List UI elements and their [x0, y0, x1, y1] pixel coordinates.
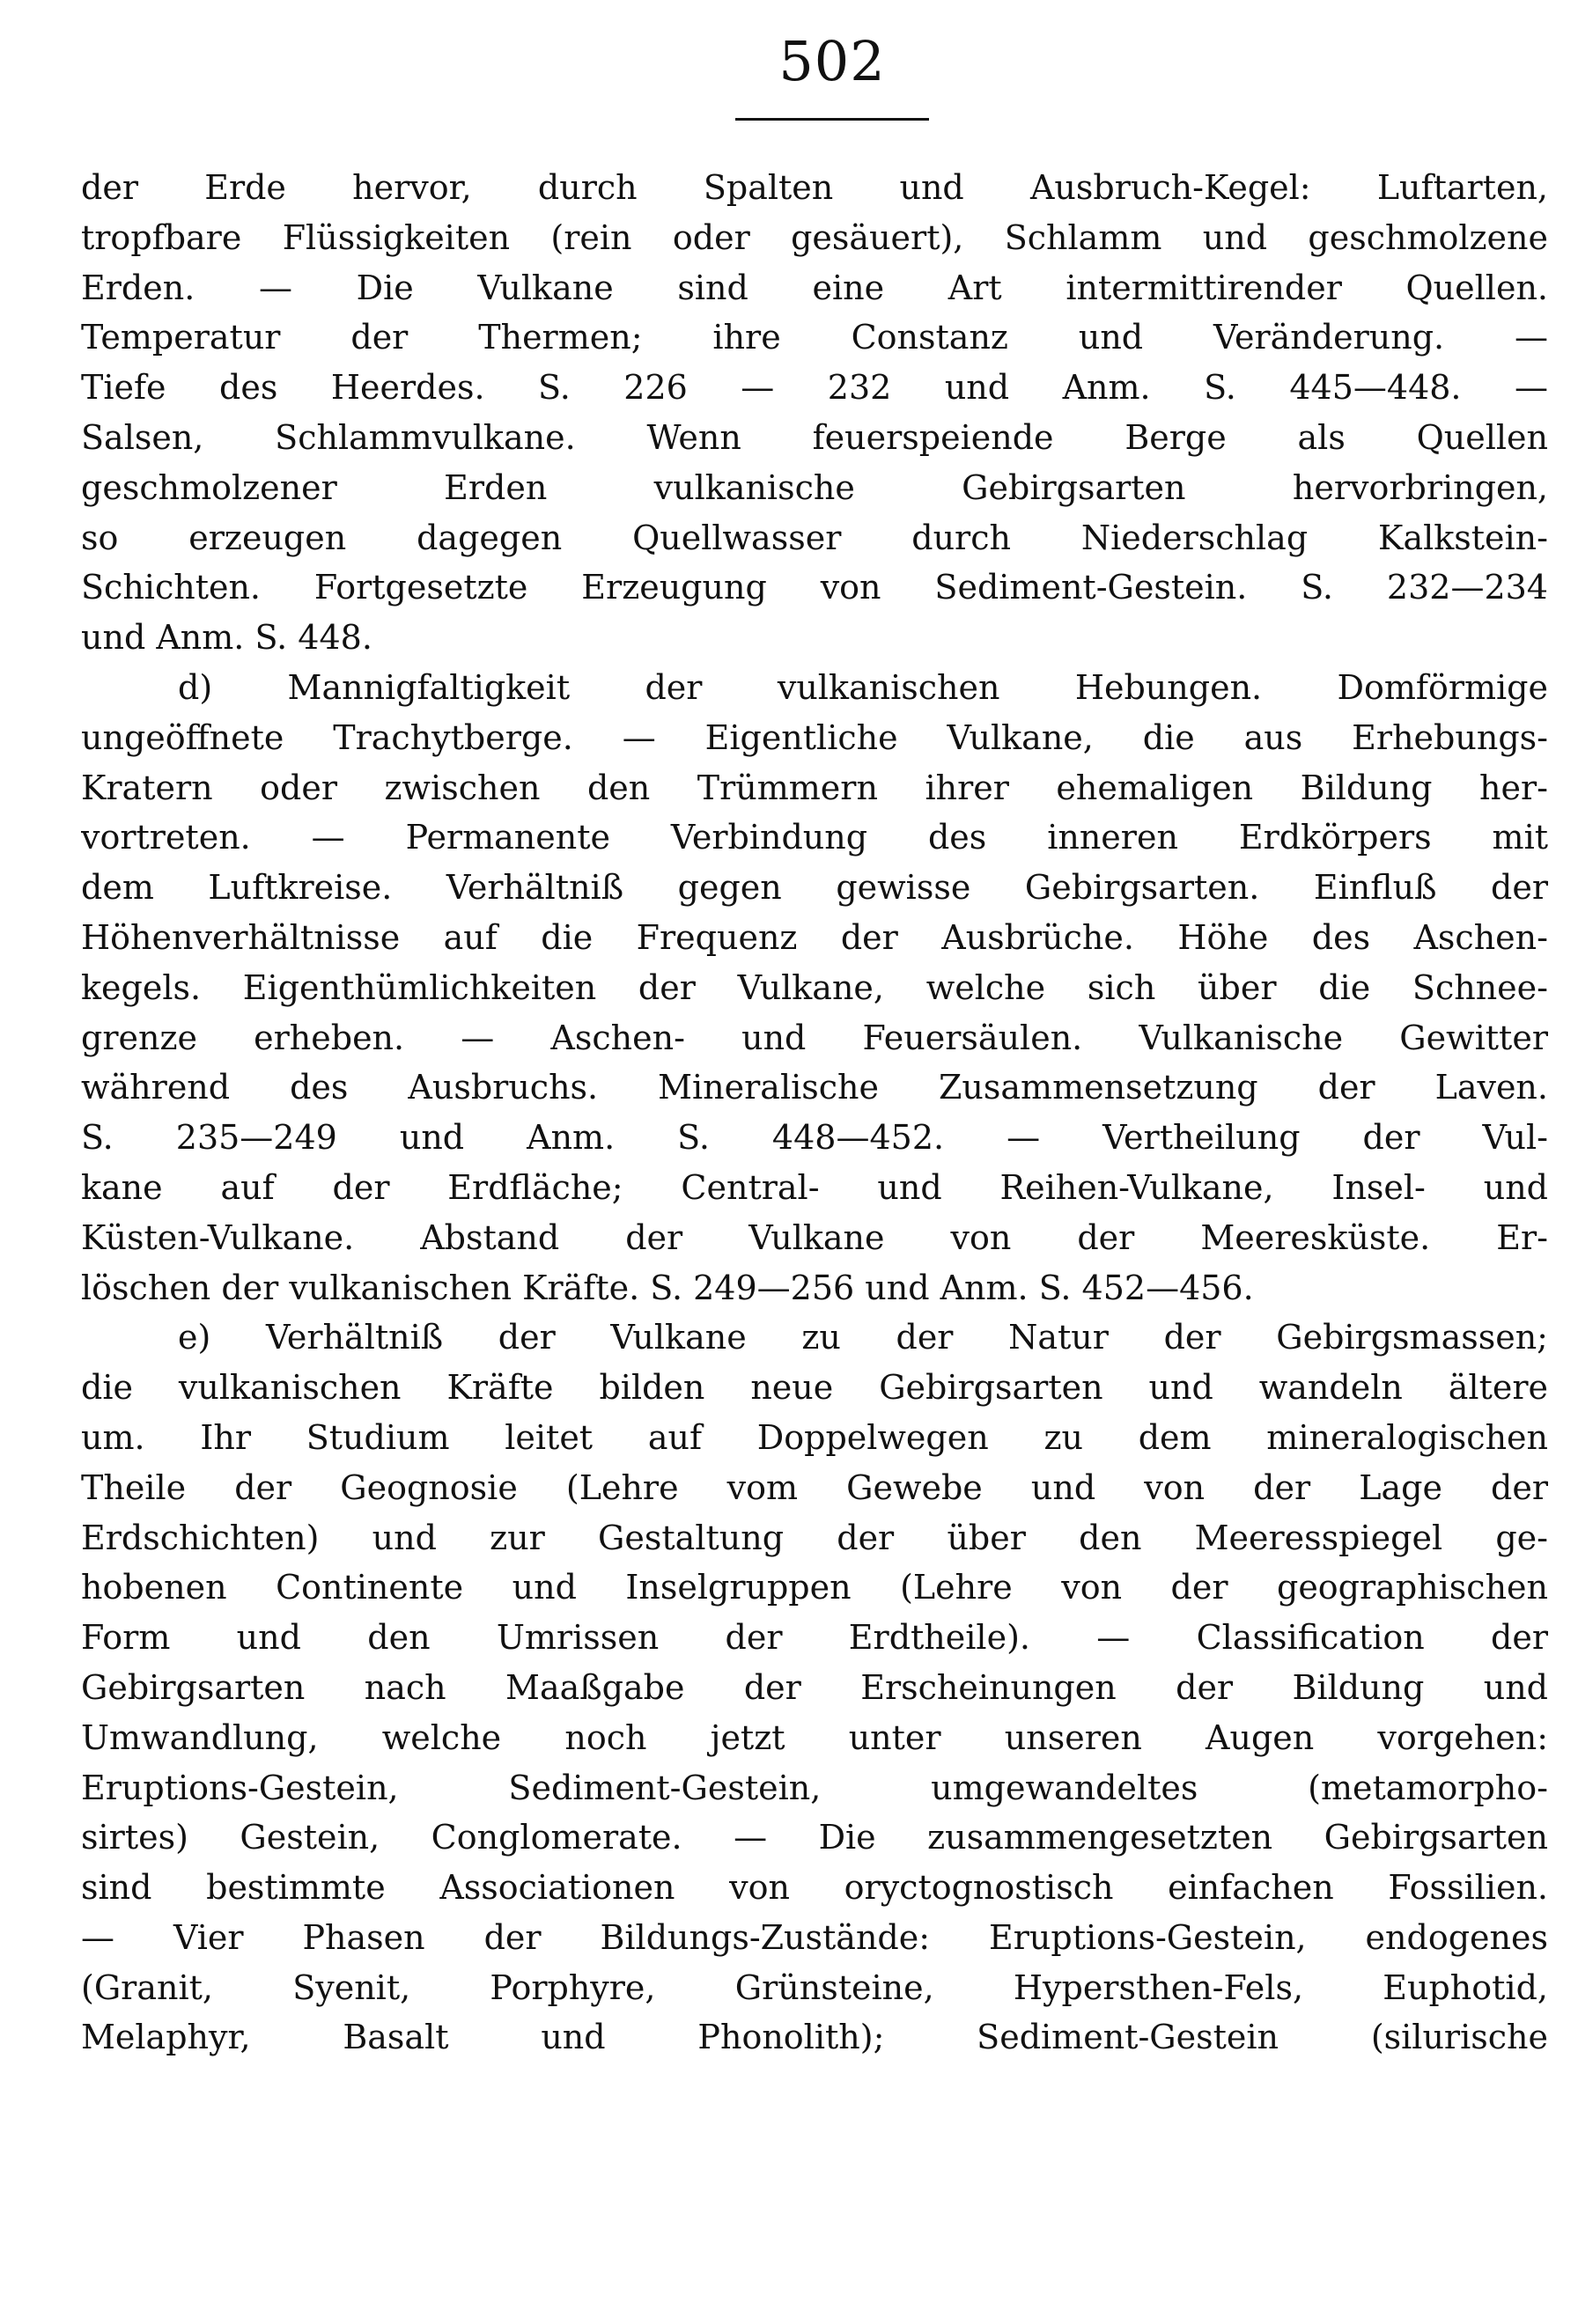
- text-line: Kratern oder zwischen den Trümmern ihrer ehemaligen Bildung her-: [81, 768, 1548, 807]
- text-line: Tiefe des Heerdes. S. 226 — 232 und Anm. S. 445—448. —: [81, 368, 1548, 408]
- text-line: d) Mannigfaltigkeit der vulkanischen Hebungen. Domförmige: [178, 667, 1548, 707]
- text-line: sirtes) Gestein, Conglomerate. — Die zusammengesetzten Gebirgsarten: [81, 1818, 1548, 1857]
- text-line: sind bestimmte Associationen von oryctognostisch einfachen Fossilien.: [81, 1868, 1548, 1908]
- text-line: die vulkanischen Kräfte bilden neue Gebirgsarten und wandeln ältere: [81, 1368, 1548, 1408]
- text-line: Küsten-Vulkane. Abstand der Vulkane von der Meeresküste. Er-: [81, 1217, 1548, 1257]
- text-line: e) Verhältniß der Vulkane zu der Natur der Gebirgsmassen;: [178, 1318, 1548, 1357]
- text-line: (Granit, Syenit, Porphyre, Grünsteine, Hypersthen-Fels, Euphotid,: [81, 1967, 1548, 2007]
- text-line: Höhenverhältnisse auf die Frequenz der Ausbrüche. Höhe des Aschen-: [81, 917, 1548, 957]
- text-line: Melaphyr, Basalt und Phonolith); Sediment-Gestein (silurische: [81, 2018, 1548, 2057]
- text-line: Eruptions-Gestein, Sediment-Gestein, umgewandeltes (metamorpho-: [81, 1768, 1548, 1807]
- text-line: der Erde hervor, durch Spalten und Ausbruch-Kegel: Luftarten,: [81, 168, 1548, 207]
- text-line: — Vier Phasen der Bildungs-Zustände: Eruptions-Gestein, endogenes: [81, 1917, 1548, 1957]
- text-line: Umwandlung, welche noch jetzt unter unseren Augen vorgehen:: [81, 1717, 1548, 1757]
- text-line: grenze erheben. — Aschen- und Feuersäulen. Vulkanische Gewitter: [81, 1018, 1548, 1057]
- text-line: ungeöffnete Trachytberge. — Eigentliche Vulkane, die aus Erhebungs-: [81, 717, 1548, 757]
- text-line: S. 235—249 und Anm. S. 448—452. — Vertheilung der Vul-: [81, 1118, 1548, 1158]
- text-line: während des Ausbruchs. Mineralische Zusammensetzung der Laven.: [81, 1068, 1548, 1107]
- text-line: tropfbare Flüssigkeiten (rein oder gesäuert), Schlamm und geschmolzene: [81, 217, 1548, 257]
- text-line: kegels. Eigenthümlichkeiten der Vulkane, welche sich über die Schnee-: [81, 967, 1548, 1007]
- text-line: Erdschichten) und zur Gestaltung der über den Meeresspiegel ge-: [81, 1518, 1548, 1557]
- text-line: und Anm. S. 448.: [81, 618, 372, 658]
- body-text: [81, 163, 1548, 2063]
- text-line: so erzeugen dagegen Quellwasser durch Niederschlag Kalkstein-: [81, 518, 1548, 557]
- text-line: Form und den Umrissen der Erdtheile). — Classification der: [81, 1618, 1548, 1658]
- text-line: um. Ihr Studium leitet auf Doppelwegen zu dem mineralogischen: [81, 1417, 1548, 1457]
- text-line: dem Luftkreise. Verhältniß gegen gewisse Gebirgsarten. Einfluß der: [81, 868, 1548, 908]
- text-line: vortreten. — Permanente Verbindung des inneren Erdkörpers mit: [81, 818, 1548, 857]
- text-line: Salsen, Schlammvulkane. Wenn feuerspeiende Berge als Quellen: [81, 417, 1548, 457]
- text-line: Theile der Geognosie (Lehre vom Gewebe und von der Lage der: [81, 1467, 1548, 1507]
- text-line: Temperatur der Thermen; ihre Constanz und Veränderung. —: [81, 318, 1548, 357]
- text-line: löschen der vulkanischen Kräfte. S. 249—256 und Anm. S. 452—456.: [81, 1268, 1254, 1307]
- text-line: Gebirgsarten nach Maaßgabe der Erscheinungen der Bildung und: [81, 1667, 1548, 1707]
- text-line: Schichten. Fortgesetzte Erzeugung von Sediment-Gestein. S. 232—234: [81, 568, 1548, 607]
- header-rule: [735, 118, 929, 121]
- text-line: geschmolzener Erden vulkanische Gebirgsarten hervorbringen,: [81, 467, 1548, 507]
- page-number: 502: [778, 29, 886, 93]
- text-line: hobenen Continente und Inselgruppen (Lehre von der geographischen: [81, 1568, 1548, 1607]
- text-line: kane auf der Erdfläche; Central- und Reihen-Vulkane, Insel- und: [81, 1167, 1548, 1207]
- text-line: Erden. — Die Vulkane sind eine Art intermittirender Quellen.: [81, 268, 1548, 307]
